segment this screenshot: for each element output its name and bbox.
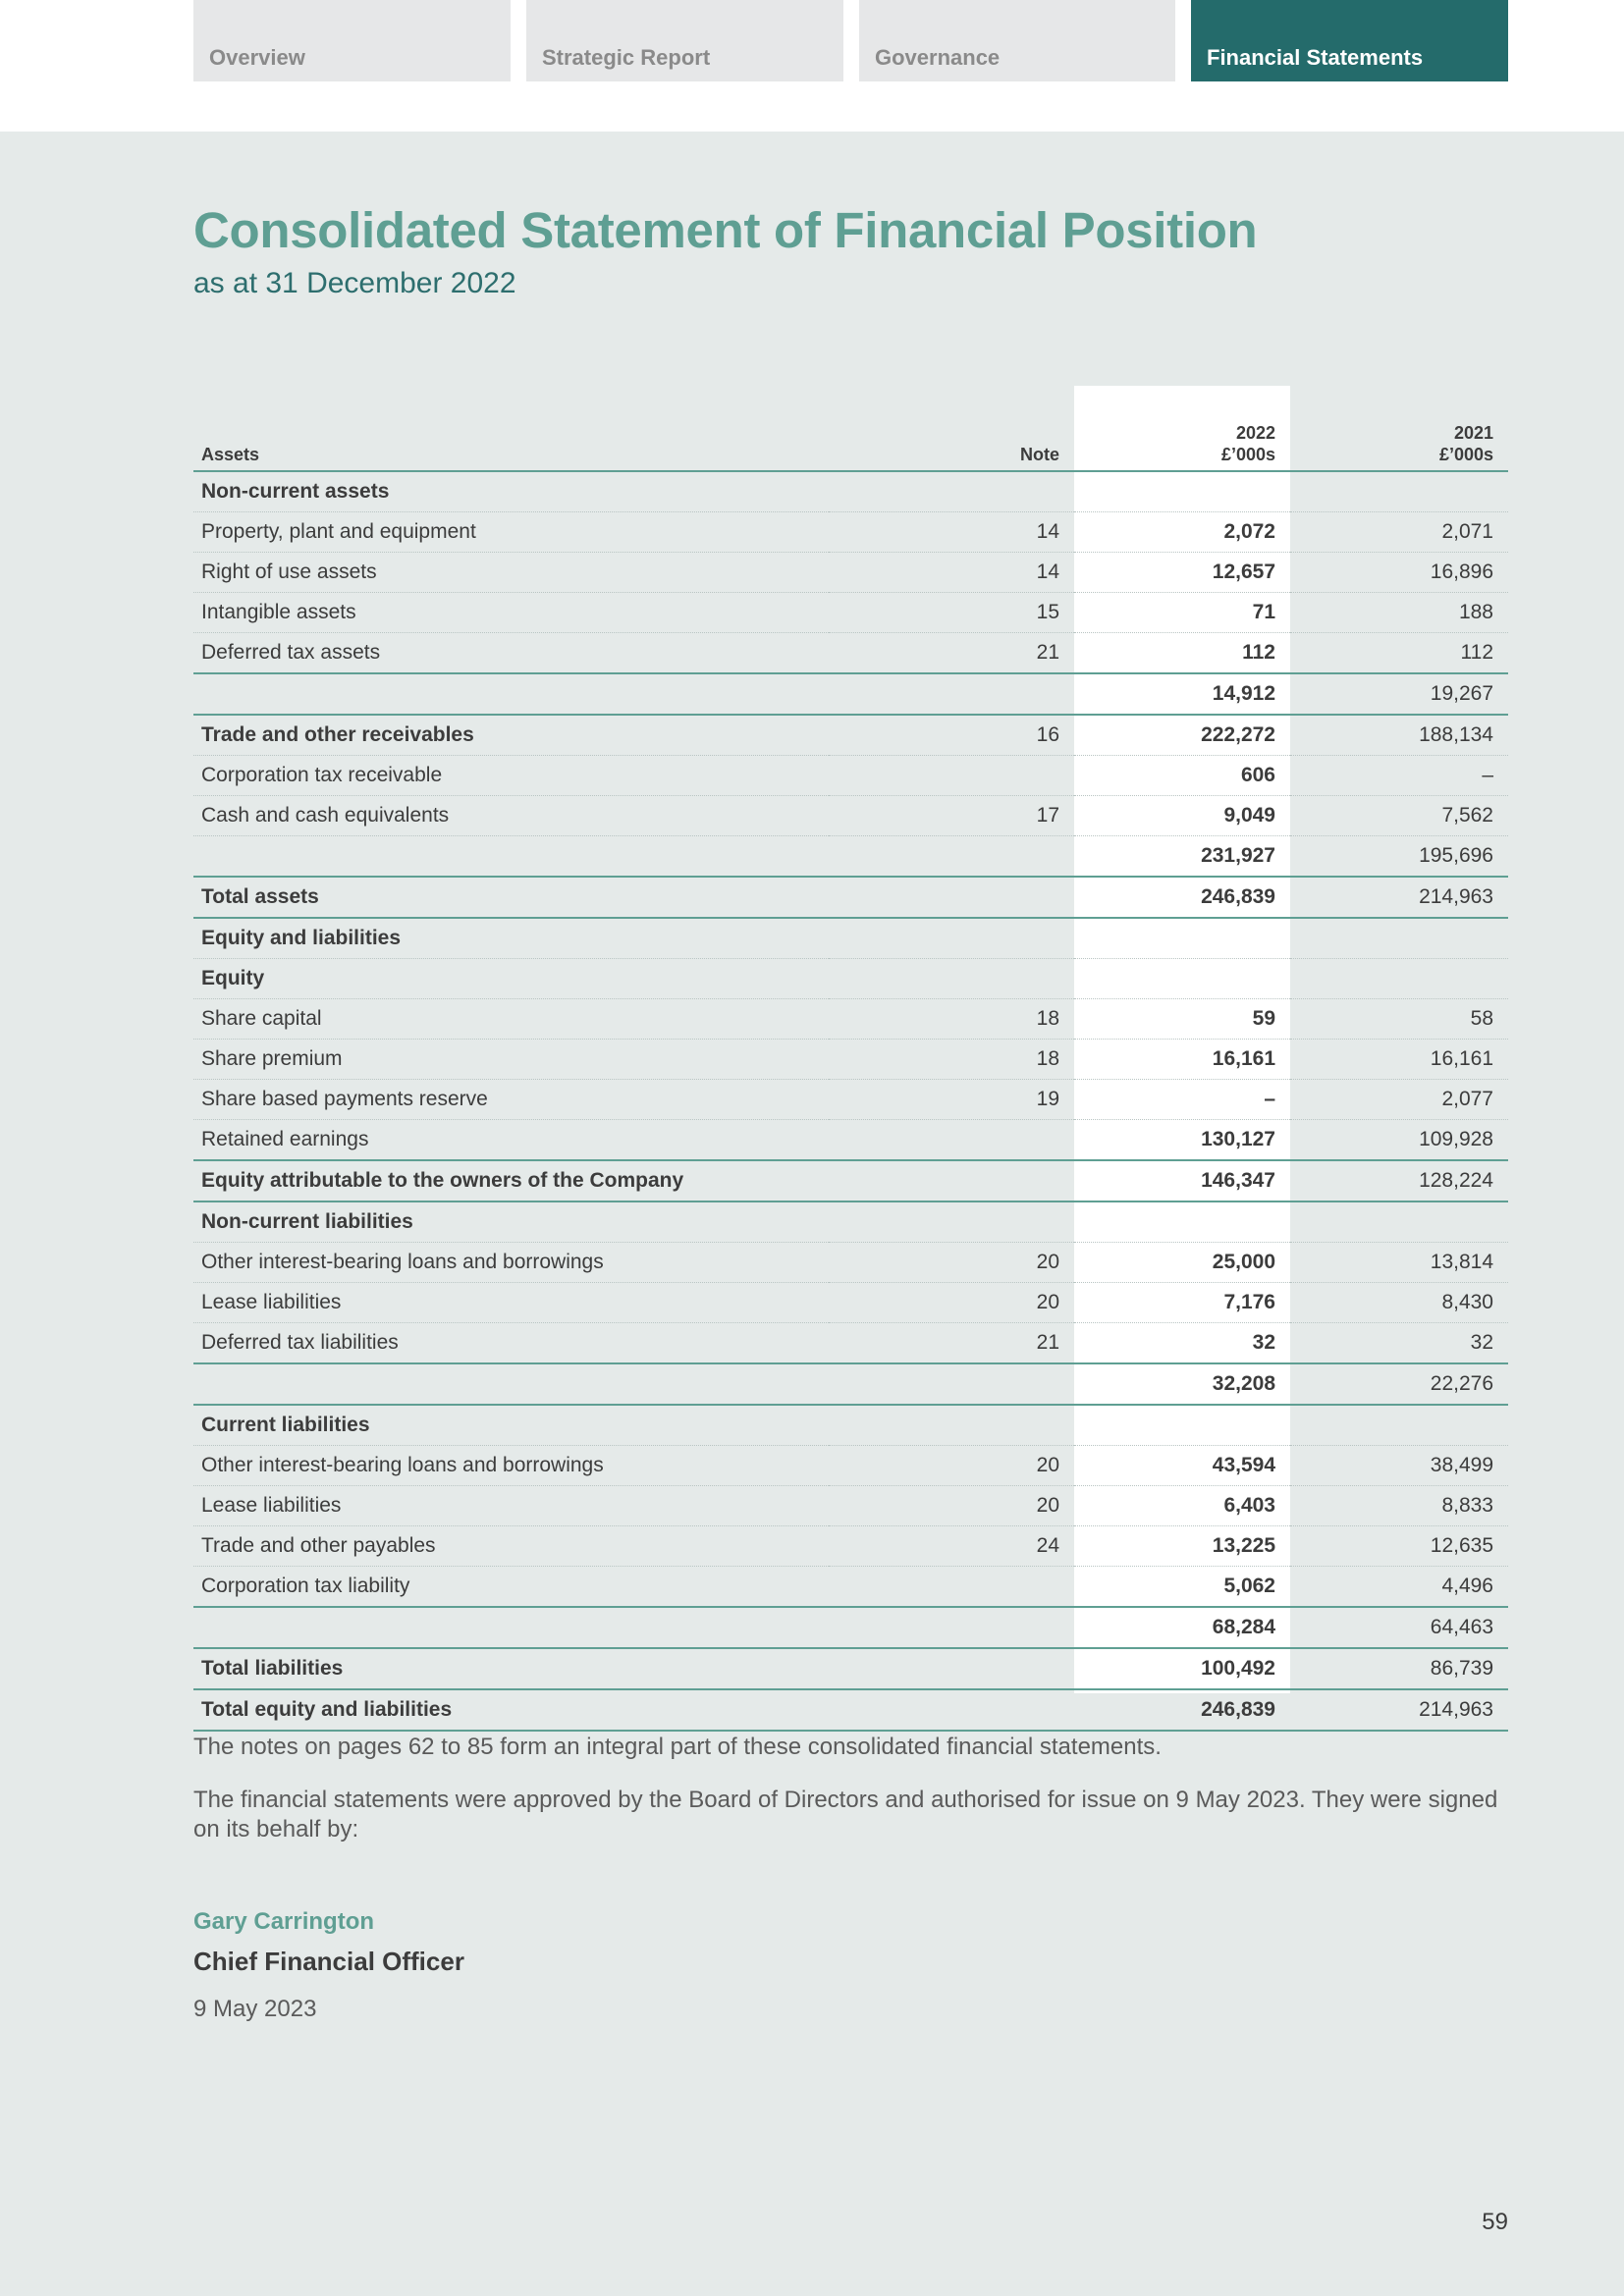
- table-row: [193, 1607, 1508, 1648]
- row-label: Equity attributable to the owners of the Company: [193, 1160, 829, 1201]
- row-value-2021: 22,276: [1290, 1363, 1508, 1405]
- row-value-2022: [1074, 1201, 1290, 1243]
- row-value-2022: 100,492: [1074, 1648, 1290, 1689]
- top-navigation: [0, 0, 1624, 132]
- row-note: [829, 918, 1074, 959]
- row-value-2022: 43,594: [1074, 1446, 1290, 1486]
- table-row: [193, 1486, 1508, 1526]
- table-body: [193, 471, 1508, 1731]
- row-label: Property, plant and equipment: [193, 512, 829, 553]
- table-row: [193, 1648, 1508, 1689]
- page-title: Consolidated Statement of Financial Position: [193, 202, 1258, 258]
- row-value-2022: 146,347: [1074, 1160, 1290, 1201]
- table-row: [193, 1363, 1508, 1405]
- signatory-role: Chief Financial Officer: [193, 1947, 464, 1976]
- row-note: [829, 836, 1074, 878]
- row-value-2022: [1074, 471, 1290, 512]
- row-value-2021: 32: [1290, 1323, 1508, 1364]
- header-2021: [1290, 412, 1508, 471]
- row-note: [829, 1405, 1074, 1446]
- row-value-2021: 12,635: [1290, 1526, 1508, 1567]
- table-row: [193, 553, 1508, 593]
- row-value-2021: 188,134: [1290, 715, 1508, 756]
- row-value-2022: [1074, 1405, 1290, 1446]
- row-value-2022: 6,403: [1074, 1486, 1290, 1526]
- row-value-2022: 16,161: [1074, 1040, 1290, 1080]
- row-value-2021: [1290, 471, 1508, 512]
- row-label: [193, 1363, 829, 1405]
- row-value-2022: 32,208: [1074, 1363, 1290, 1405]
- row-value-2022: 13,225: [1074, 1526, 1290, 1567]
- row-value-2022: –: [1074, 1080, 1290, 1120]
- row-note: [829, 1160, 1074, 1201]
- row-note: [829, 1567, 1074, 1608]
- table-row: [193, 796, 1508, 836]
- row-value-2022: 2,072: [1074, 512, 1290, 553]
- row-value-2022: 25,000: [1074, 1243, 1290, 1283]
- row-value-2022: 7,176: [1074, 1283, 1290, 1323]
- row-value-2021: [1290, 959, 1508, 999]
- table-row: [193, 1526, 1508, 1567]
- row-value-2021: 7,562: [1290, 796, 1508, 836]
- row-note: 20: [829, 1446, 1074, 1486]
- row-value-2021: [1290, 1201, 1508, 1243]
- row-label: Corporation tax liability: [193, 1567, 829, 1608]
- row-value-2021: [1290, 1405, 1508, 1446]
- row-note: [829, 1607, 1074, 1648]
- row-label: Other interest-bearing loans and borrowings: [193, 1243, 829, 1283]
- row-value-2021: [1290, 918, 1508, 959]
- row-value-2022: 59: [1074, 999, 1290, 1040]
- row-value-2021: 2,071: [1290, 512, 1508, 553]
- row-value-2021: 64,463: [1290, 1607, 1508, 1648]
- row-value-2021: 38,499: [1290, 1446, 1508, 1486]
- header-2022: [1074, 412, 1290, 471]
- row-label: Total liabilities: [193, 1648, 829, 1689]
- row-label: Non-current liabilities: [193, 1201, 829, 1243]
- row-note: 18: [829, 999, 1074, 1040]
- table-row: [193, 715, 1508, 756]
- row-label: Other interest-bearing loans and borrowings: [193, 1446, 829, 1486]
- table-row: [193, 471, 1508, 512]
- financial-position-table: [193, 412, 1508, 1732]
- row-note: 20: [829, 1243, 1074, 1283]
- integral-part-note: The notes on pages 62 to 85 form an integral part of these consolidated financial statements.: [193, 1734, 1162, 1760]
- row-note: 18: [829, 1040, 1074, 1080]
- row-value-2022: 12,657: [1074, 553, 1290, 593]
- row-value-2022: 246,839: [1074, 877, 1290, 918]
- approval-note: The financial statements were approved by the Board of Directors and authorised for issue on 9 May 2023. They were signed on its behalf by:: [193, 1787, 1498, 1842]
- table-row: [193, 1405, 1508, 1446]
- row-label: Trade and other receivables: [193, 715, 829, 756]
- row-note: [829, 756, 1074, 796]
- row-label: Current liabilities: [193, 1405, 829, 1446]
- row-value-2021: 214,963: [1290, 877, 1508, 918]
- table-row: [193, 1201, 1508, 1243]
- row-value-2021: 8,430: [1290, 1283, 1508, 1323]
- row-label: Total equity and liabilities: [193, 1689, 829, 1731]
- row-value-2022: 5,062: [1074, 1567, 1290, 1608]
- row-value-2022: 71: [1074, 593, 1290, 633]
- row-note: 20: [829, 1486, 1074, 1526]
- row-label: Corporation tax receivable: [193, 756, 829, 796]
- row-note: 14: [829, 512, 1074, 553]
- row-note: [829, 1648, 1074, 1689]
- row-value-2021: 13,814: [1290, 1243, 1508, 1283]
- row-label: Retained earnings: [193, 1120, 829, 1161]
- row-note: 15: [829, 593, 1074, 633]
- row-value-2021: 19,267: [1290, 673, 1508, 715]
- row-value-2021: –: [1290, 756, 1508, 796]
- row-value-2021: 195,696: [1290, 836, 1508, 878]
- table-row: [193, 959, 1508, 999]
- row-label: Share based payments reserve: [193, 1080, 829, 1120]
- table-row: [193, 1120, 1508, 1161]
- row-value-2022: 112: [1074, 633, 1290, 674]
- row-value-2021: 16,896: [1290, 553, 1508, 593]
- page-subtitle: as at 31 December 2022: [193, 267, 516, 299]
- table-row: [193, 1283, 1508, 1323]
- row-label: [193, 1607, 829, 1648]
- row-label: Non-current assets: [193, 471, 829, 512]
- row-value-2021: 16,161: [1290, 1040, 1508, 1080]
- row-note: 16: [829, 715, 1074, 756]
- row-value-2021: 214,963: [1290, 1689, 1508, 1731]
- table-row: [193, 877, 1508, 918]
- row-value-2022: 14,912: [1074, 673, 1290, 715]
- row-note: 20: [829, 1283, 1074, 1323]
- table-row: [193, 1080, 1508, 1120]
- row-value-2021: 4,496: [1290, 1567, 1508, 1608]
- table-row: [193, 1160, 1508, 1201]
- row-value-2021: 109,928: [1290, 1120, 1508, 1161]
- header-2021-unit: £’000s: [1438, 445, 1493, 464]
- row-note: 19: [829, 1080, 1074, 1120]
- row-note: [829, 877, 1074, 918]
- row-label: Equity and liabilities: [193, 918, 829, 959]
- row-label: Deferred tax liabilities: [193, 1323, 829, 1364]
- table-row: [193, 1567, 1508, 1608]
- row-label: Trade and other payables: [193, 1526, 829, 1567]
- row-note: [829, 1363, 1074, 1405]
- table-row: [193, 1243, 1508, 1283]
- table-row: [193, 512, 1508, 553]
- row-value-2021: 112: [1290, 633, 1508, 674]
- row-value-2022: 231,927: [1074, 836, 1290, 878]
- row-value-2021: 58: [1290, 999, 1508, 1040]
- header-assets: Assets: [193, 412, 829, 471]
- page-number: 59: [1482, 2209, 1508, 2235]
- signature-date: 9 May 2023: [193, 1996, 317, 2022]
- row-label: Lease liabilities: [193, 1283, 829, 1323]
- row-label: Cash and cash equivalents: [193, 796, 829, 836]
- table-row: [193, 633, 1508, 674]
- table-row: [193, 756, 1508, 796]
- header-note: Note: [829, 412, 1074, 471]
- row-value-2022: [1074, 918, 1290, 959]
- row-label: Intangible assets: [193, 593, 829, 633]
- tab-financial-statements[interactable]: Financial Statements: [1191, 0, 1508, 81]
- row-label: Equity: [193, 959, 829, 999]
- row-value-2022: 9,049: [1074, 796, 1290, 836]
- table-row: [193, 836, 1508, 878]
- row-value-2022: 246,839: [1074, 1689, 1290, 1731]
- row-label: Lease liabilities: [193, 1486, 829, 1526]
- row-note: 21: [829, 1323, 1074, 1364]
- row-label: Deferred tax assets: [193, 633, 829, 674]
- row-note: [829, 1689, 1074, 1731]
- table-row: [193, 1323, 1508, 1364]
- row-note: 24: [829, 1526, 1074, 1567]
- row-value-2022: 606: [1074, 756, 1290, 796]
- row-value-2021: 86,739: [1290, 1648, 1508, 1689]
- tab-overview[interactable]: Overview: [193, 0, 511, 81]
- row-note: [829, 1120, 1074, 1161]
- row-note: [829, 471, 1074, 512]
- signatory-name: Gary Carrington: [193, 1908, 375, 1935]
- row-note: 21: [829, 633, 1074, 674]
- row-label: [193, 836, 829, 878]
- row-value-2022: 32: [1074, 1323, 1290, 1364]
- row-label: [193, 673, 829, 715]
- table-row: [193, 999, 1508, 1040]
- row-note: 14: [829, 553, 1074, 593]
- row-value-2021: 2,077: [1290, 1080, 1508, 1120]
- table-row: [193, 593, 1508, 633]
- table-header-row: [193, 412, 1508, 471]
- table-row: [193, 673, 1508, 715]
- row-value-2022: 222,272: [1074, 715, 1290, 756]
- row-label: Right of use assets: [193, 553, 829, 593]
- row-note: [829, 673, 1074, 715]
- row-note: 17: [829, 796, 1074, 836]
- row-note: [829, 959, 1074, 999]
- row-value-2022: 130,127: [1074, 1120, 1290, 1161]
- row-label: Share capital: [193, 999, 829, 1040]
- row-value-2021: 8,833: [1290, 1486, 1508, 1526]
- row-value-2021: 128,224: [1290, 1160, 1508, 1201]
- table-row: [193, 918, 1508, 959]
- header-2022-unit: £’000s: [1220, 445, 1275, 464]
- header-2022-year: 2022: [1235, 423, 1275, 443]
- table-row: [193, 1689, 1508, 1731]
- table-row: [193, 1446, 1508, 1486]
- header-2021-year: 2021: [1453, 423, 1493, 443]
- row-value-2022: 68,284: [1074, 1607, 1290, 1648]
- row-note: [829, 1201, 1074, 1243]
- tab-strategic-report[interactable]: Strategic Report: [526, 0, 843, 81]
- row-value-2022: [1074, 959, 1290, 999]
- tab-governance[interactable]: Governance: [859, 0, 1175, 81]
- row-value-2021: 188: [1290, 593, 1508, 633]
- table-row: [193, 1040, 1508, 1080]
- row-label: Total assets: [193, 877, 829, 918]
- row-label: Share premium: [193, 1040, 829, 1080]
